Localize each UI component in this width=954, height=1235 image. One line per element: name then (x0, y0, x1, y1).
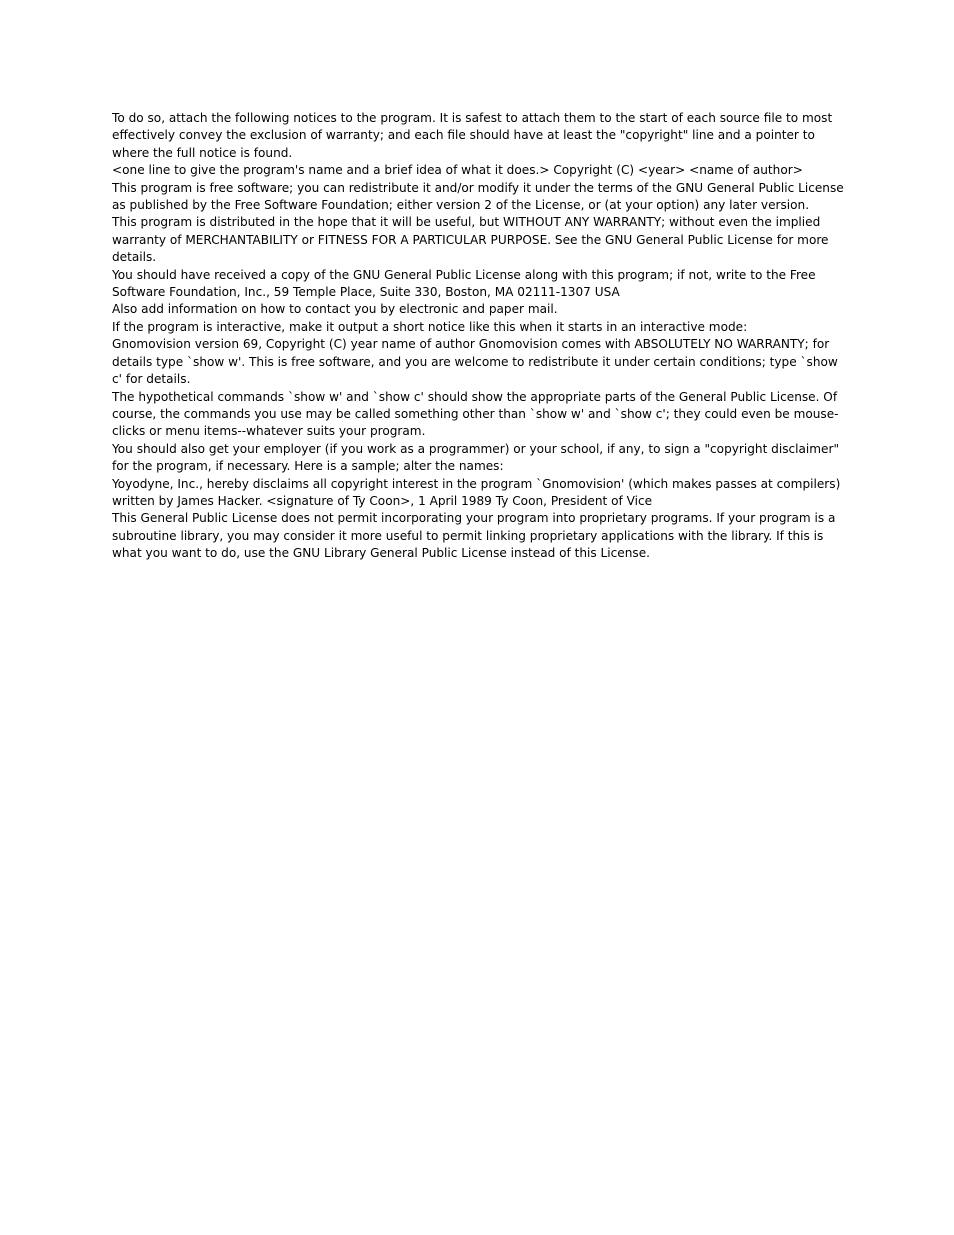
paragraph-proprietary-programs: This General Public License does not permit incorporating your program into proprietary programs. If your program is a subroutine library, you may consider it more useful to permit linking proprietary applications with the library. If this is what you want to do, use the GNU Library General Public License instead of this License. (112, 511, 836, 561)
paragraph-attach-notices: To do so, attach the following notices to the program. It is safest to attach them to the start of each source file to most effectively convey the exclusion of warranty; and each file should have at least the "copyright" line and a pointer to where the full notice is found. (112, 111, 833, 160)
paragraph-gnomovision-notice: Gnomovision version 69, Copyright (C) year name of author Gnomovision comes with ABSOLUTELY NO WARRANTY; for details type `show w'. This is free software, and you are welcome to redistribute it under certain conditions; type `show c' for details. (112, 337, 838, 387)
paragraph-received-copy: You should have received a copy of the GNU General Public License along with this program; if not, write to the Free Software Foundation, Inc., 59 Temple Place, Suite 330, Boston, MA 02111-1307 USA (112, 267, 816, 300)
paragraph-employer-disclaimer: You should also get your employer (if you work as a programmer) or your school, if any, to sign a "copyright disclaimer" for the program, if necessary. Here is a sample; alter the names: (112, 441, 840, 474)
paragraph-yoyodyne-sample: Yoyodyne, Inc., hereby disclaims all copyright interest in the program `Gnomovision' (which makes passes at compilers) written by James Hacker. <signature of Ty Coon>, 1 April 1989 Ty Coon, President of Vice (112, 476, 841, 508)
paragraph-program-name-line: <one line to give the program's name and a brief idea of what it does.> Copyright (C) <year> <name of author> (112, 163, 803, 178)
paragraph-interactive-notice: If the program is interactive, make it output a short notice like this when it starts in an interactive mode: (112, 319, 748, 334)
paragraph-no-warranty: This program is distributed in the hope that it will be useful, but WITHOUT ANY WARRANTY; without even the implied warranty of MERCHANTABILITY or FITNESS FOR A PARTICULAR PURPOSE. See the GNU General Public License for more details. (112, 215, 829, 265)
paragraph-contact-info: Also add information on how to contact you by electronic and paper mail. (112, 302, 558, 317)
document-body (112, 110, 847, 563)
paragraph-free-software: This program is free software; you can redistribute it and/or modify it under the terms of the GNU General Public License as published by the Free Software Foundation; either version 2 of the License, or (at your option) any later version. (112, 180, 844, 213)
paragraph-hypothetical-commands: The hypothetical commands `show w' and `show c' should show the appropriate parts of the General Public License. Of course, the commands you use may be called something other than `show w' and `show c'; they could even be mouse-clicks or menu items--whatever suits your program. (112, 389, 839, 439)
